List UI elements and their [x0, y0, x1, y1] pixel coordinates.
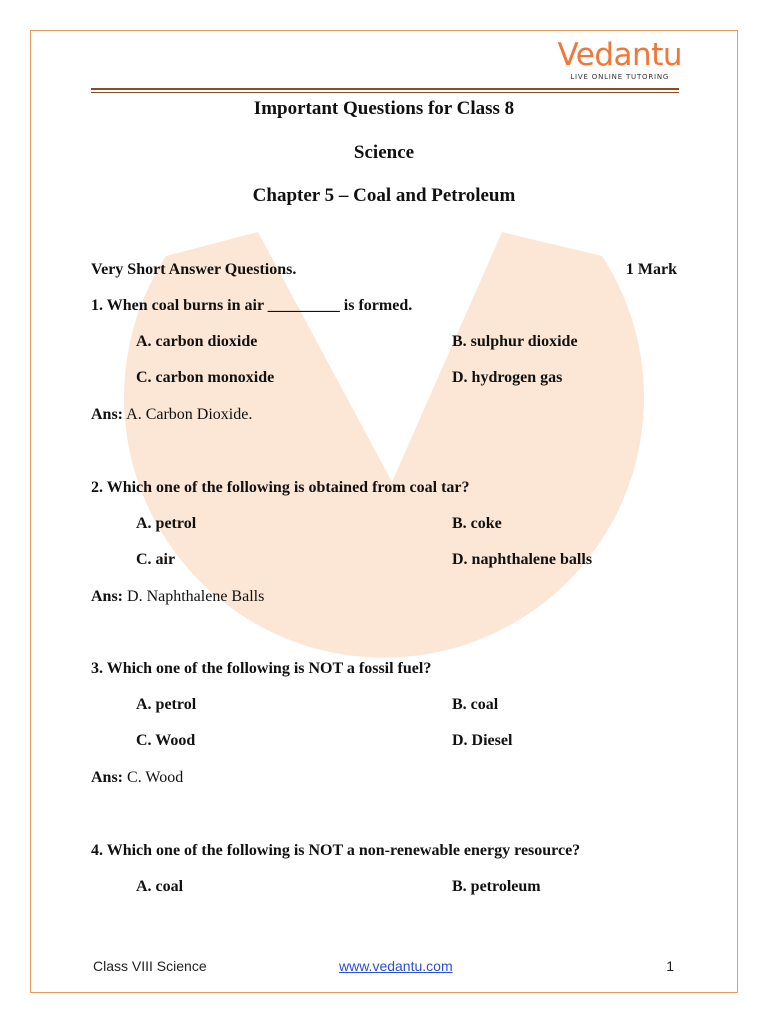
question-1-option-a: A. carbon dioxide: [136, 333, 258, 350]
question-2-text: 2. Which one of the following is obtained from coal tar?: [91, 479, 470, 496]
question-3-option-d: D. Diesel: [452, 732, 513, 749]
vedantu-logo: [558, 38, 683, 81]
subject-title: Science: [353, 142, 415, 163]
answer-label: Ans:: [91, 588, 124, 605]
question-1-option-b: B. sulphur dioxide: [452, 333, 578, 350]
section-label: Very Short Answer Questions.: [91, 261, 297, 278]
question-2-option-d: D. naphthalene balls: [452, 551, 593, 568]
logo-wordmark: Vedantu: [557, 37, 682, 73]
question-3-option-b: B. coal: [452, 696, 499, 713]
question-2-option-b: B. coke: [452, 515, 502, 532]
answer-text: C. Wood: [123, 769, 184, 786]
question-3-answer: [91, 769, 183, 787]
question-1-answer: [91, 406, 252, 424]
header-rule: [91, 88, 679, 93]
footer-class-label: Class VIII Science: [93, 958, 207, 974]
section-marks: 1 Mark: [625, 261, 677, 278]
question-3-option-a: A. petrol: [136, 696, 197, 713]
footer-link-wrap: [339, 958, 453, 974]
question-3-text: 3. Which one of the following is NOT a fossil fuel?: [91, 660, 432, 677]
question-4-option-b: B. petroleum: [452, 878, 541, 895]
chapter-title: Chapter 5 – Coal and Petroleum: [252, 185, 516, 206]
question-3-option-c: C. Wood: [136, 732, 196, 749]
page-title: Important Questions for Class 8: [253, 98, 515, 119]
answer-label: Ans:: [91, 769, 124, 786]
question-4-option-a: A. coal: [136, 878, 184, 895]
answer-text: D. Naphthalene Balls: [123, 588, 265, 605]
page-number: 1: [666, 958, 674, 974]
question-2-option-c: C. air: [136, 551, 176, 568]
question-4-text: 4. Which one of the following is NOT a non-renewable energy resource?: [91, 842, 581, 859]
question-2-answer: [91, 588, 264, 606]
question-1-option-c: C. carbon monoxide: [136, 369, 275, 386]
logo-tagline: LIVE ONLINE TUTORING: [570, 73, 670, 81]
footer-website-link[interactable]: www.vedantu.com: [339, 958, 453, 974]
question-2-option-a: A. petrol: [136, 515, 197, 532]
answer-text: A. Carbon Dioxide.: [123, 406, 253, 423]
question-1-text: 1. When coal burns in air _________ is formed.: [91, 297, 413, 314]
question-1-option-d: D. hydrogen gas: [452, 369, 563, 386]
answer-label: Ans:: [91, 406, 124, 423]
